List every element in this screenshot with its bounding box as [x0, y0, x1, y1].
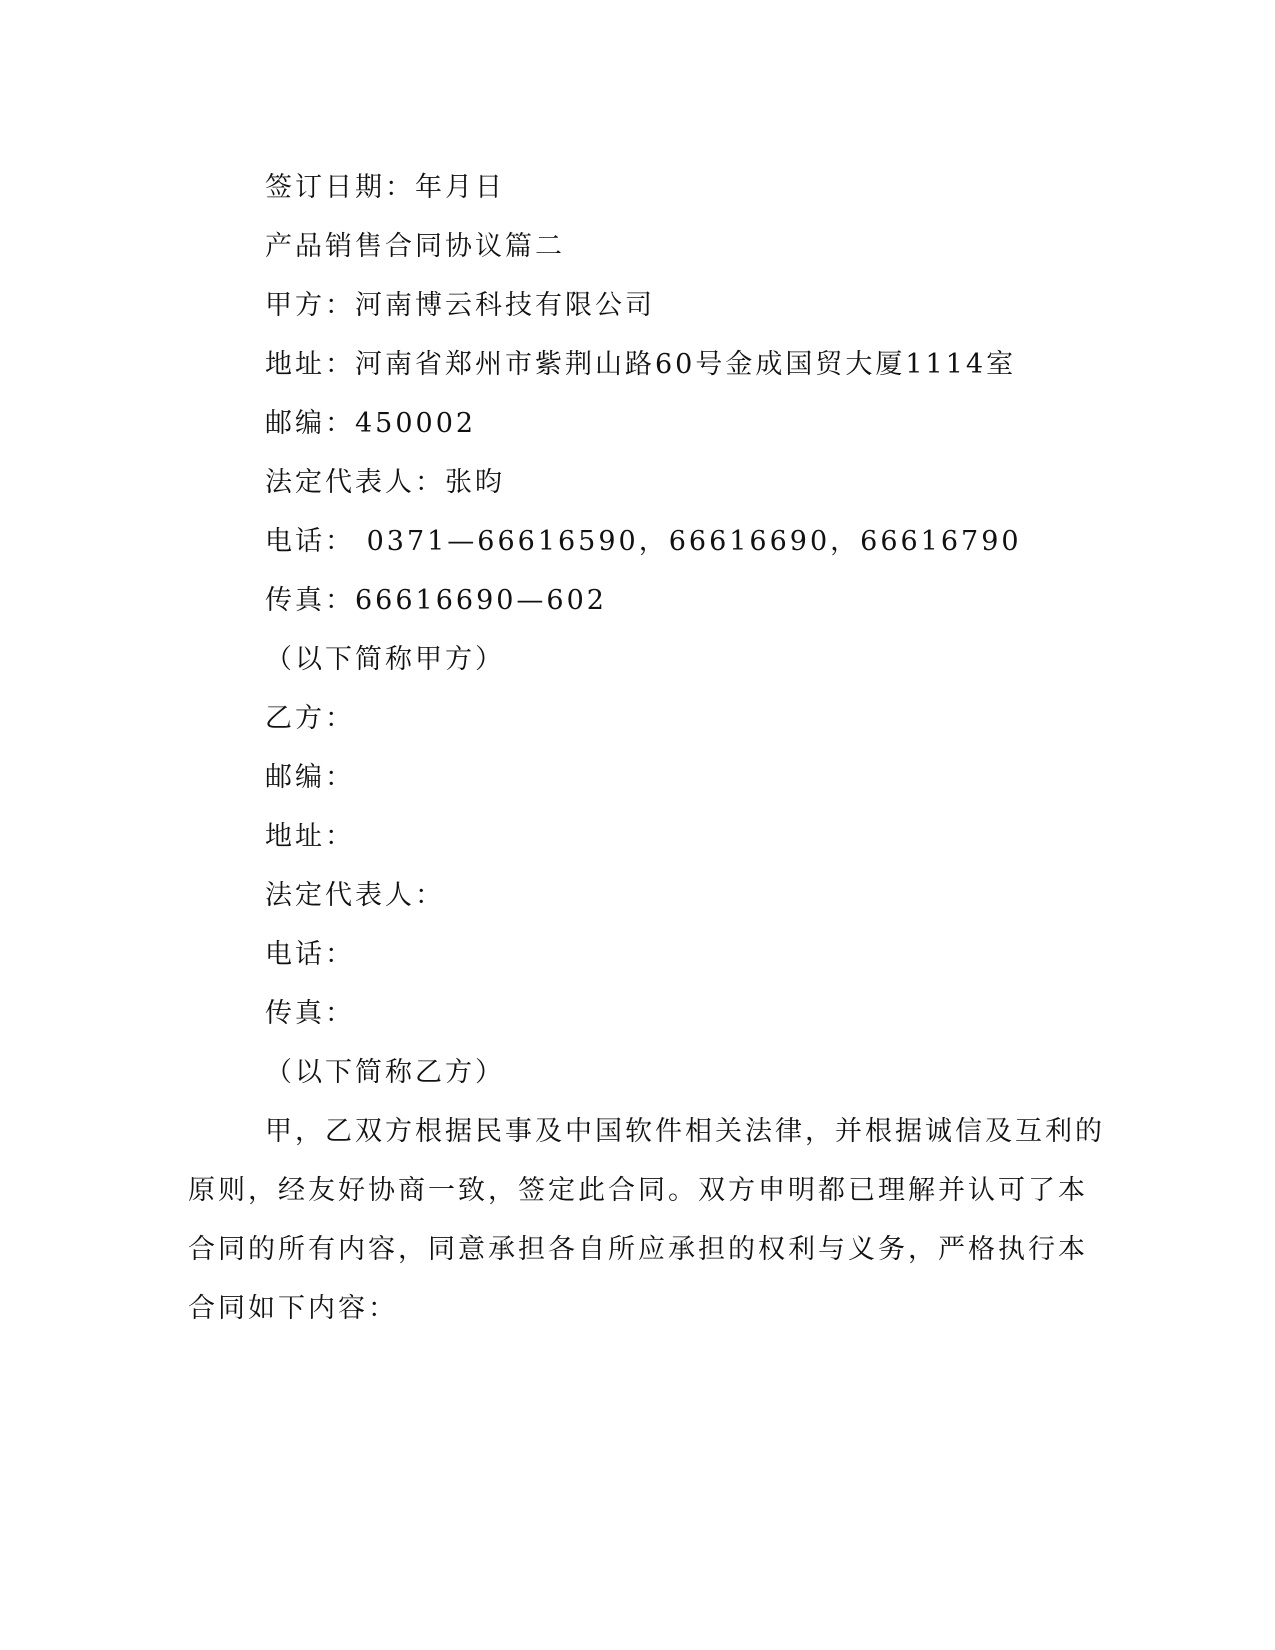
paragraph-line: 甲，乙双方根据民事及中国软件相关法律，并根据诚信及互利的: [265, 1116, 1105, 1147]
party-a-phone: 电话： 0371—66616590，66616690，66616790: [265, 526, 1022, 557]
paragraph-line: 合同的所有内容，同意承担各自所应承担的权利与义务，严格执行本: [188, 1234, 1088, 1265]
party-a-fax: 传真：66616690—602: [265, 585, 607, 616]
party-b-phone: 电话：: [265, 939, 355, 970]
signing-date-line: 签订日期：年月日: [265, 172, 505, 203]
party-b-name: 乙方：: [265, 703, 355, 734]
party-a-alias: （以下简称甲方）: [265, 644, 505, 675]
party-a-name: 甲方：河南博云科技有限公司: [265, 290, 655, 321]
party-b-alias: （以下简称乙方）: [265, 1057, 505, 1088]
section-title: 产品销售合同协议篇二: [265, 231, 565, 262]
party-b-postcode: 邮编：: [265, 762, 355, 793]
party-b-legal-representative: 法定代表人：: [265, 880, 445, 911]
paragraph-line: 合同如下内容：: [188, 1293, 398, 1324]
party-a-legal-representative: 法定代表人：张昀: [265, 467, 505, 498]
party-b-fax: 传真：: [265, 998, 355, 1029]
party-a-address: 地址：河南省郑州市紫荆山路60号金成国贸大厦1114室: [265, 349, 1017, 380]
party-a-postcode: 邮编：450002: [265, 408, 477, 439]
party-b-address: 地址：: [265, 821, 355, 852]
paragraph-line: 原则，经友好协商一致，签定此合同。双方申明都已理解并认可了本: [188, 1175, 1088, 1206]
